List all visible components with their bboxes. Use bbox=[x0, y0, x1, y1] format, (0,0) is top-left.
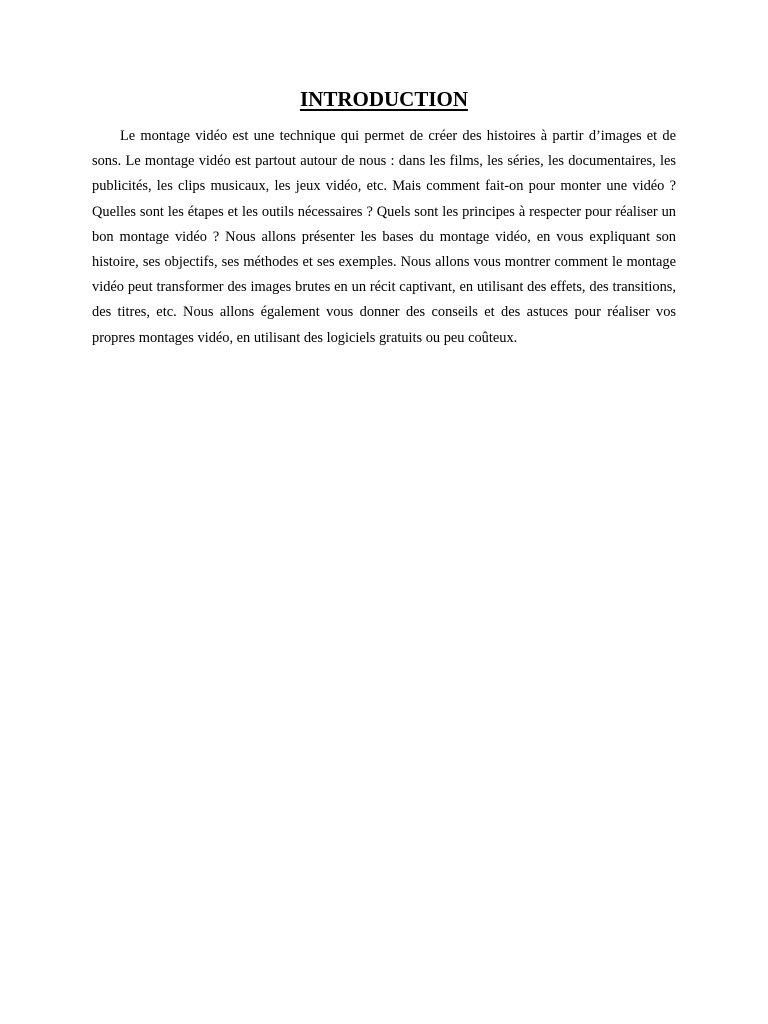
page-title: INTRODUCTION bbox=[299, 87, 469, 111]
introduction-paragraph: Le montage vidéo est une technique qui permet de créer des histoires à partir d’images et de sons. Le montage vidéo est partout autour de nous : dans les films, les séries, les documentaires, les publicités, les clips musicaux, les jeux vidéo, etc. Mais comment fait-on pour monter une vidéo ? Quelles sont les étapes et les outils nécessaires ? Quels sont les principes à respecter pour réaliser un bon montage vidéo ? Nous allons présenter les bases du montage vidéo, en vous expliquant son histoire, ses objectifs, ses méthodes et ses exemples. Nous allons vous montrer comment le montage vidéo peut transformer des images brutes en un récit captivant, en utilisant des effets, des transitions, des titres, etc. Nous allons également vous donner des conseils et des astuces pour réaliser vos propres montages vidéo, en utilisant des logiciels gratuits ou peu coûteux. bbox=[92, 128, 676, 346]
